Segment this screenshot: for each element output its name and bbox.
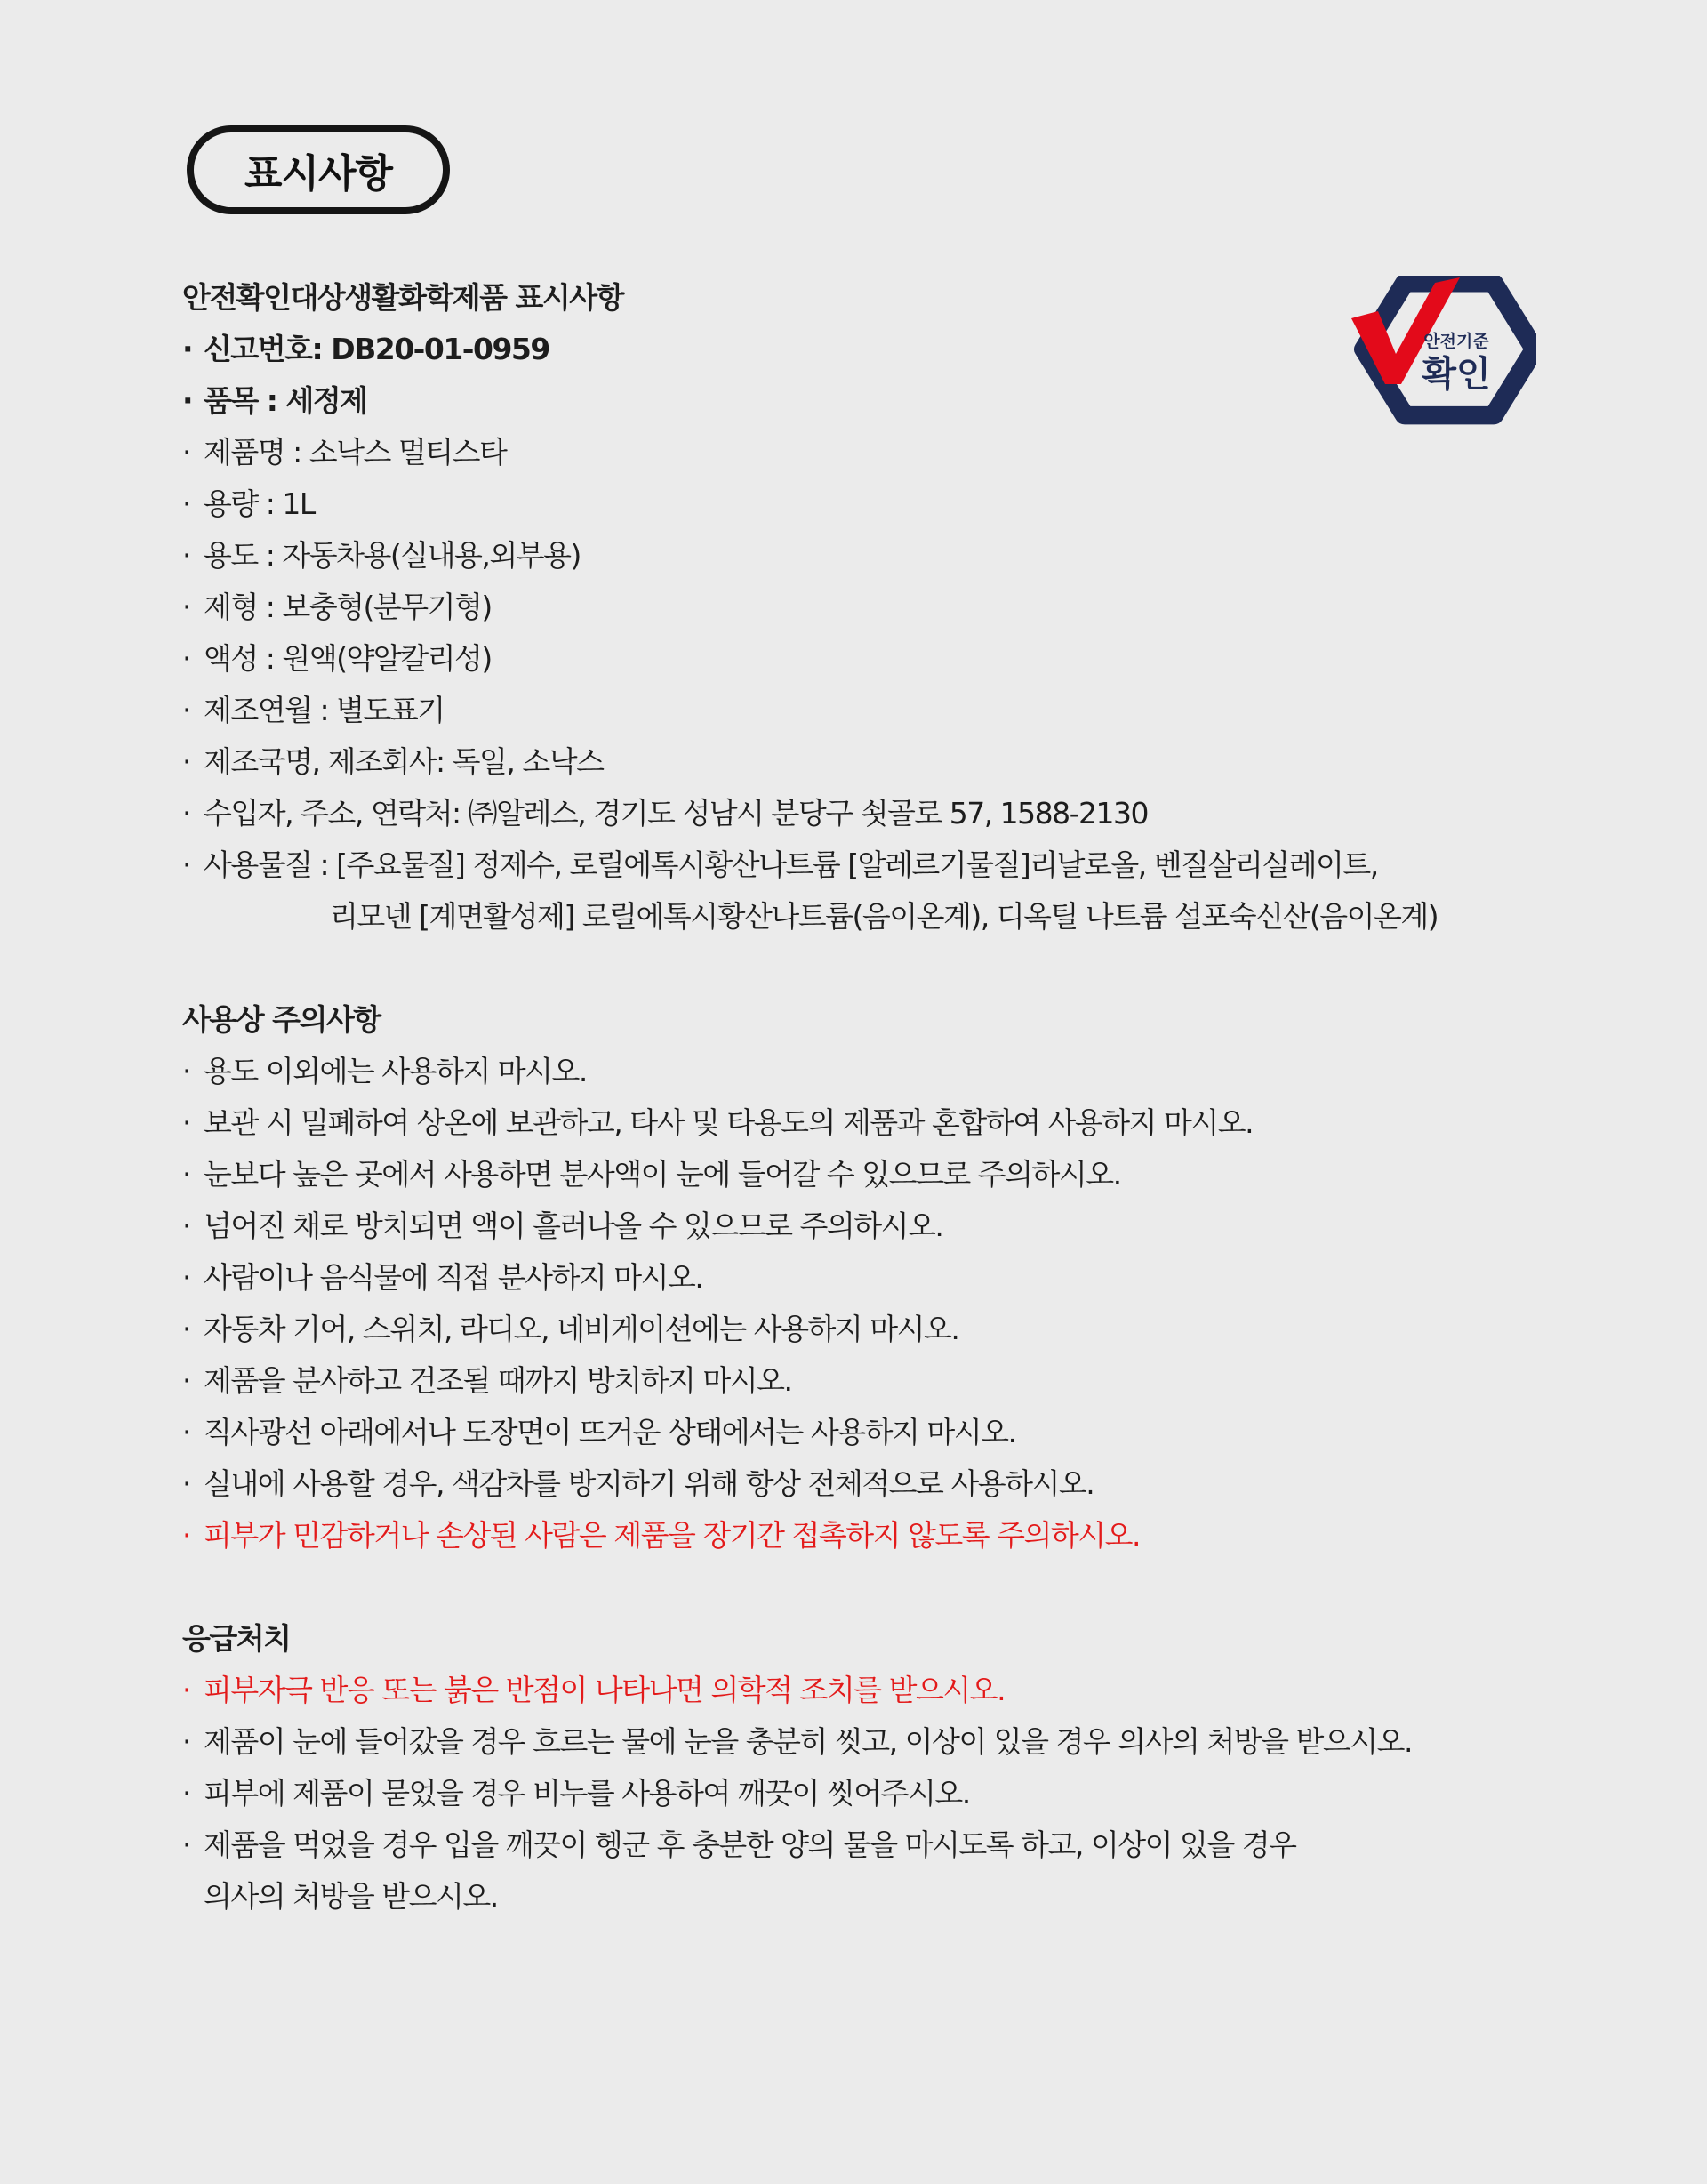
- list-item: · 수입자, 주소, 연락처: ㈜알레스, 경기도 성남시 분당구 쇳골로 57, 1588-2130: [182, 788, 1498, 839]
- list-item-continuation: 의사의 처방을 받으시오.: [204, 1879, 498, 1914]
- bullet: ·: [182, 847, 190, 882]
- bullet: ·: [182, 590, 190, 624]
- list-item: · 제조국명, 제조회사: 독일, 소낙스: [182, 736, 1498, 788]
- list-item: · 제품명 : 소낙스 멀티스타: [182, 427, 1498, 478]
- precautions-heading: 사용상 주의사항: [182, 1002, 381, 1037]
- bullet: ·: [182, 1208, 190, 1243]
- list-item: · 자동차 기어, 스위치, 라디오, 네비게이션에는 사용하지 마시오.: [182, 1304, 1498, 1355]
- list-item: · 품목 : 세정제: [182, 375, 1498, 427]
- list-item-warning: · 피부가 민감하거나 손상된 사람은 제품을 장기간 접촉하지 않도록 주의하시오.: [182, 1510, 1498, 1562]
- bullet: ·: [182, 744, 190, 779]
- bullet: ·: [182, 332, 193, 366]
- bullet: ·: [182, 1776, 190, 1811]
- list-item: · 사람이나 음식물에 직접 분사하지 마시오.: [182, 1252, 1498, 1304]
- list-item: · 제품이 눈에 들어갔을 경우 흐르는 물에 눈을 충분히 씻고, 이상이 있을 경우 의사의 처방을 받으시오.: [182, 1716, 1498, 1768]
- bullet: ·: [182, 1312, 190, 1346]
- list-item: · 신고번호: DB20-01-0959: [182, 324, 1498, 375]
- list-item: · 실내에 사용할 경우, 색감차를 방지하기 위해 항상 전체적으로 사용하시오.: [182, 1458, 1498, 1510]
- bullet: ·: [182, 1105, 190, 1140]
- list-item: · 보관 시 밀폐하여 상온에 보관하고, 타사 및 타용도의 제품과 혼합하여 사용하지 마시오.: [182, 1097, 1498, 1149]
- list-item: · 제품을 먹었을 경우 입을 깨끗이 헹군 후 충분한 양의 물을 마시도록 하고, 이상이 있을 경우: [182, 1819, 1498, 1871]
- bullet: ·: [182, 486, 190, 521]
- bullet: ·: [182, 1260, 190, 1295]
- list-item: · 직사광선 아래에서나 도장면이 뜨거운 상태에서는 사용하지 마시오.: [182, 1407, 1498, 1458]
- bullet: ·: [182, 1724, 190, 1759]
- bullet: ·: [182, 1518, 190, 1553]
- list-item: · 용도 이외에는 사용하지 마시오.: [182, 1046, 1498, 1097]
- bullet: ·: [182, 383, 193, 418]
- bullet: ·: [182, 538, 190, 573]
- list-item: · 사용물질 : [주요물질] 정제수, 로릴에톡시황산나트륨 [알레르기물질]리날로올, 벤질살리실레이트,: [182, 839, 1498, 891]
- badge-top-text: 안전기준: [1423, 332, 1489, 351]
- list-item: · 넘어진 채로 방치되면 액이 흘러나올 수 있으므로 주의하시오.: [182, 1200, 1498, 1252]
- bullet: ·: [182, 1415, 190, 1449]
- bullet: ·: [182, 435, 190, 470]
- bullet: ·: [182, 641, 190, 676]
- label-content: [182, 272, 1498, 1923]
- list-item-continuation: 리모넨 [계면활성제] 로릴에톡시황산나트륨(음이온계), 디옥틸 나트륨 설포숙신산(음이온계): [330, 899, 1439, 934]
- bullet: ·: [182, 1054, 190, 1088]
- list-item: · 제형 : 보충형(분무기형): [182, 582, 1498, 633]
- bullet: ·: [182, 796, 190, 831]
- first-aid-heading: 응급처치: [182, 1621, 291, 1656]
- labeling-heading: 안전확인대상생활화학제품 표시사항: [182, 280, 624, 315]
- list-item: · 용도 : 자동차용(실내용,외부용): [182, 530, 1498, 582]
- list-item: · 제조연월 : 별도표기: [182, 685, 1498, 736]
- section-title: 표시사항: [244, 151, 392, 197]
- list-item: · 제품을 분사하고 건조될 때까지 방치하지 마시오.: [182, 1355, 1498, 1407]
- section-title-pill: [187, 125, 450, 214]
- list-item-warning: · 피부자극 반응 또는 붉은 반점이 나타나면 의학적 조치를 받으시오.: [182, 1665, 1498, 1716]
- list-item: · 피부에 제품이 묻었을 경우 비누를 사용하여 깨끗이 씻어주시오.: [182, 1768, 1498, 1819]
- bullet: ·: [182, 1363, 190, 1398]
- badge-main-text: 확인: [1422, 354, 1491, 395]
- list-item: · 눈보다 높은 곳에서 사용하면 분사액이 눈에 들어갈 수 있으므로 주의하시오.: [182, 1149, 1498, 1200]
- bullet: ·: [182, 1827, 190, 1862]
- bullet: ·: [182, 1673, 190, 1707]
- list-item: · 용량 : 1L: [182, 478, 1498, 530]
- bullet: ·: [182, 1466, 190, 1501]
- list-item: · 액성 : 원액(약알칼리성): [182, 633, 1498, 685]
- bullet: ·: [182, 1157, 190, 1192]
- bullet: ·: [182, 693, 190, 727]
